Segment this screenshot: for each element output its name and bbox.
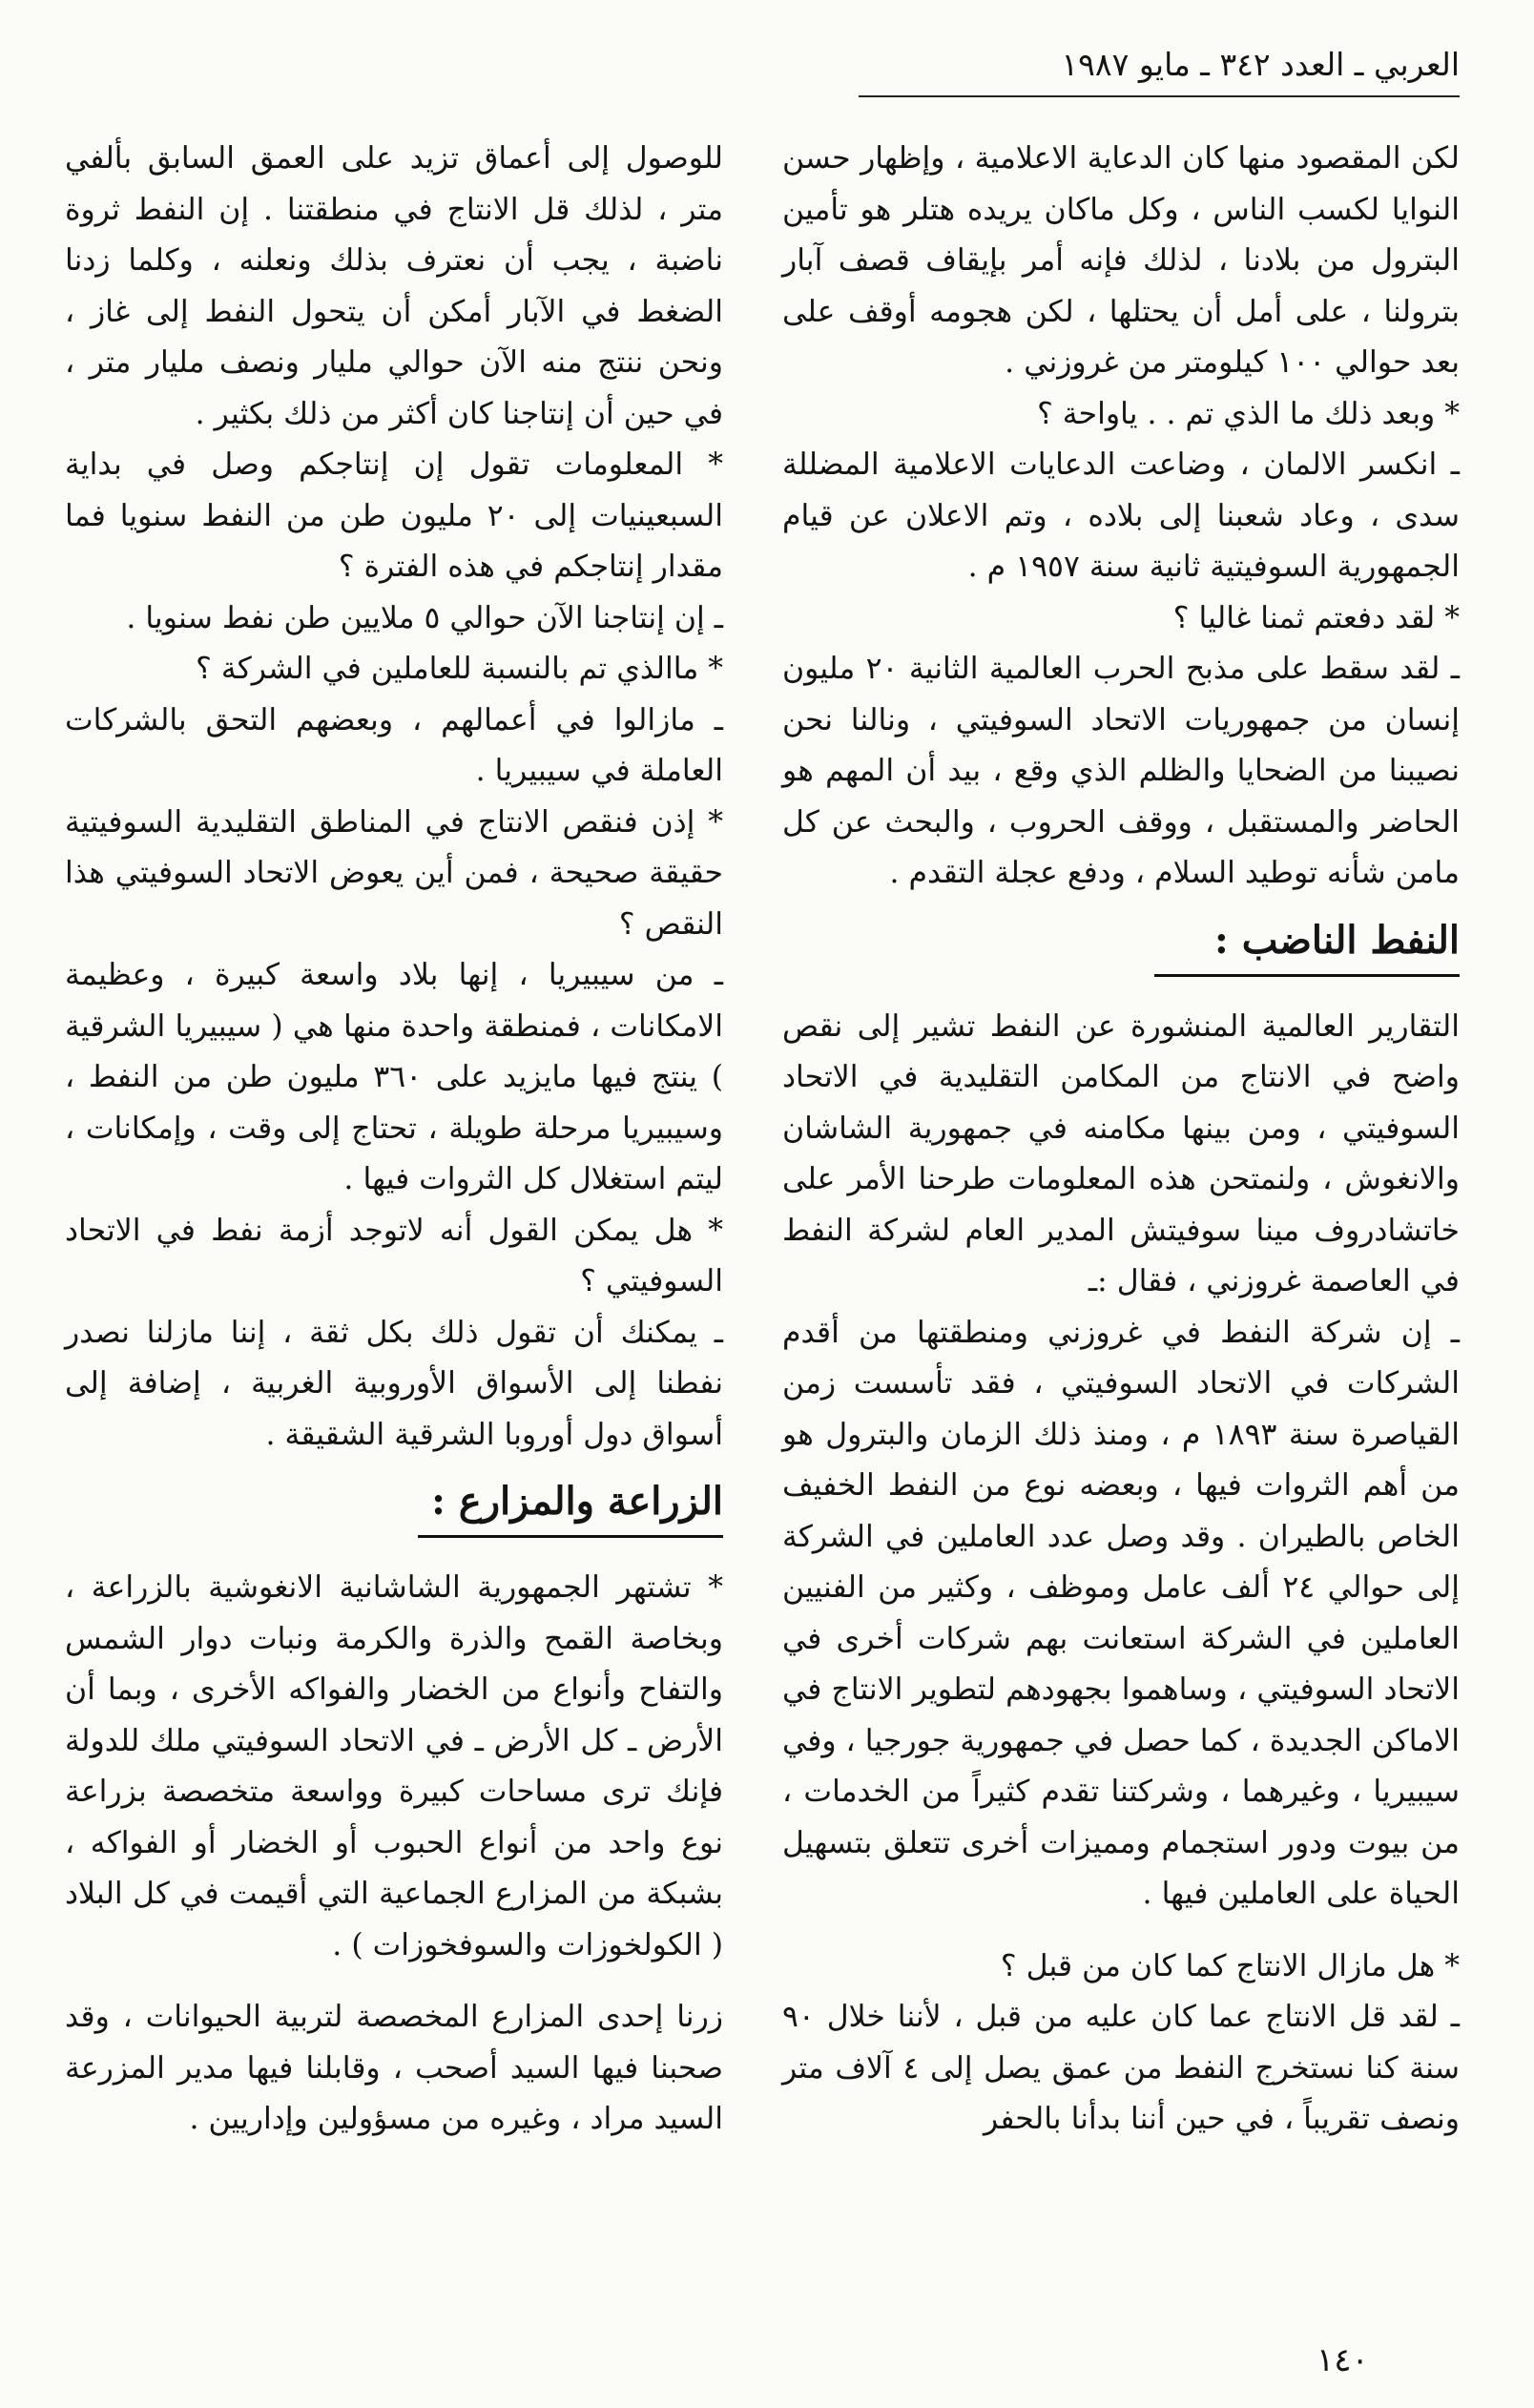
right-column — [782, 134, 1460, 2146]
question: * لقد دفعتم ثمنا غاليا ؟ — [1172, 600, 1460, 635]
page-number: ١٤٠ — [1316, 2341, 1369, 2379]
question: * ماالذي تم بالنسبة للعاملين في الشركة ؟ — [196, 652, 723, 686]
answer: ـ انكسر الالمان ، وضاعت الدعايات الاعلامية المضللة سدى ، وعاد شعبنا إلى بلاده ، وتم الاعلان عن قيام الجمهورية السوفيتية ثانية سنة ١٩٥٧ م . — [782, 447, 1460, 584]
spacer — [782, 1920, 1460, 1941]
question: * هل مازال الانتاج كما كان من قبل ؟ — [1000, 1948, 1460, 1983]
answer: ـ إن إنتاجنا الآن حوالي ٥ ملايين طن نفط سنويا . — [126, 600, 723, 635]
answer: ـ إن شركة النفط في غروزني ومنطقتها من أقدم الشركات في الاتحاد السوفيتي ، فقد تأسست زمن القياصرة سنة ١٨٩٣ م ، ومنذ ذلك الزمان والبترول هو من أهم الثروات فيها ، وبعضه نوع من النفط الخفيف الخاص بالطيران . وقد وصل عدد العاملين في الشركة إلى حوالي ٢٤ ألف عامل وموظف ، وكثير من الفنيين العاملين في الشركة استعانت بهم شركات أخرى في الاتحاد السوفيتي ، وساهموا بجهودهم لتطوير الانتاج في الاماكن الجديدة ، كما حصل في جمهورية جورجيا ، وفي سيبيريا ، وغيرهما ، وشركتنا تقدم كثيراً من الخدمات ، من بيوت ودور استجمام ومميزات أخرى تتعلق بتسهيل الحياة على العاملين فيها . — [782, 1315, 1460, 1911]
paragraph: لكن المقصود منها كان الدعاية الاعلامية ، وإظهار حسن النوايا لكسب الناس ، وكل ماكان يريده هتلر هو تأمين البترول من بلادنا ، لذلك فإنه أمر بإيقاف قصف آبار بترولنا ، على أمل أن يحتلها ، لكن هجومه أوقف على بعد حوالي ١٠٠ كيلومتر من غروزني . — [782, 141, 1460, 380]
answer: ـ لقد قل الانتاج عما كان عليه من قبل ، لأننا خلال ٩٠ سنة كنا نستخرج النفط من عمق يصل إلى ٤ آلاف متر ونصف تقريباً ، في حين أننا بدأنا بالحفر — [782, 2000, 1460, 2136]
left-column — [65, 134, 723, 2146]
answer: ـ مازالوا في أعمالهم ، وبعضهم التحق بالشركات العاملة في سيبيريا . — [65, 702, 723, 788]
paragraph: * تشتهر الجمهورية الشاشانية الانغوشية بالزراعة ، وبخاصة القمح والذرة والكرمة ونبات دوار الشمس والتفاح وأنواع من الخضار والفواكه الأخرى ، وبما أن الأرض ـ كل الأرض ـ في الاتحاد السوفيتي ملك للدولة فإنك ترى مساحات كبيرة وواسعة متخصصة بزراعة نوع واحد من أنواع الحبوب أو الخضار أو الفواكه ، بشبكة من المزارع الجماعية التي أقيمت في كل البلاد ( الكولخوزات والسوفخوزات ) . — [65, 1570, 723, 1962]
section-heading-agriculture: الزراعة والمزارع : — [418, 1472, 723, 1538]
spacer — [65, 1971, 723, 1992]
question: * هل يمكن القول أنه لاتوجد أزمة نفط في الاتحاد السوفيتي ؟ — [65, 1213, 723, 1298]
answer: ـ من سيبيريا ، إنها بلاد واسعة كبيرة ، وعظيمة الامكانات ، فمنطقة واحدة منها هي ( سيبيريا الشرقية ) ينتج فيها مايزيد على ٣٦٠ مليون طن من النفط ، وسيبيريا مرحلة طويلة ، تحتاج إلى وقت ، وإمكانات ، ليتم استغلال كل الثروات فيها . — [65, 958, 723, 1196]
paragraph: زرنا إحدى المزارع المخصصة لتربية الحيوانات ، وقد صحبنا فيها السيد أصحب ، وقابلنا فيها مدير المزرعة السيد مراد ، وغيره من مسؤولين وإداريين . — [65, 2000, 723, 2136]
running-header — [859, 46, 1460, 97]
running-title: العربي ـ العدد ٣٤٢ ـ مايو ١٩٨٧ — [1061, 46, 1460, 83]
paragraph: للوصول إلى أعماق تزيد على العمق السابق بألفي متر ، لذلك قل الانتاج في منطقتنا . إن النفط ثروة ناضبة ، يجب أن نعترف بذلك ونعلنه ، وكلما زدنا الضغط في الآبار أمكن أن يتحول النفط إلى غاز ، ونحن ننتج منه الآن حوالي مليار ونصف مليار متر ، في حين أن إنتاجنا كان أكثر من ذلك بكثير . — [65, 141, 723, 431]
question: * إذن فنقص الانتاج في المناطق التقليدية السوفيتية حقيقة صحيحة ، فمن أين يعوض الاتحاد السوفيتي هذا النقص ؟ — [65, 804, 723, 942]
section-heading-wrap — [65, 1461, 723, 1563]
paragraph: التقارير العالمية المنشورة عن النفط تشير إلى نقص واضح في الانتاج من المكامن التقليدية في الاتحاد السوفيتي ، ومن بينها مكامنه في جمهورية الشاشان والانغوش ، ولنمتحن هذه المعلومات طرحنا الأمر على خاتشادروف مينا سوفيتش المدير العام لشركة النفط في العاصمة غروزني ، فقال :ـ — [782, 1008, 1460, 1298]
question: * وبعد ذلك ما الذي تم . . ياواحة ؟ — [1037, 396, 1460, 431]
answer: ـ يمكنك أن تقول ذلك بكل ثقة ، إننا مازلنا نصدر نفطنا إلى الأسواق الأوروبية الغربية ، إضافة إلى أسواق دول أوروبا الشرقية الشقيقة . — [65, 1315, 723, 1452]
answer: ـ لقد سقط على مذبح الحرب العالمية الثانية ٢٠ مليون إنسان من جمهوريات الاتحاد السوفيتي ، ونالنا نحن نصيبنا من الضحايا والظلم الذي وقع ، بيد أن المهم هو الحاضر والمستقبل ، ووقف الحروب ، والبحث عن كل مامن شأنه توطيد السلام ، ودفع عجلة التقدم . — [782, 652, 1460, 890]
section-heading-wrap — [782, 900, 1460, 1002]
section-heading-oil: النفط الناضب : — [1154, 911, 1460, 977]
question: * المعلومات تقول إن إنتاجكم وصل في بداية السبعينيات إلى ٢٠ مليون طن من النفط سنويا فما مقدار إنتاجكم في هذه الفترة ؟ — [65, 447, 723, 584]
